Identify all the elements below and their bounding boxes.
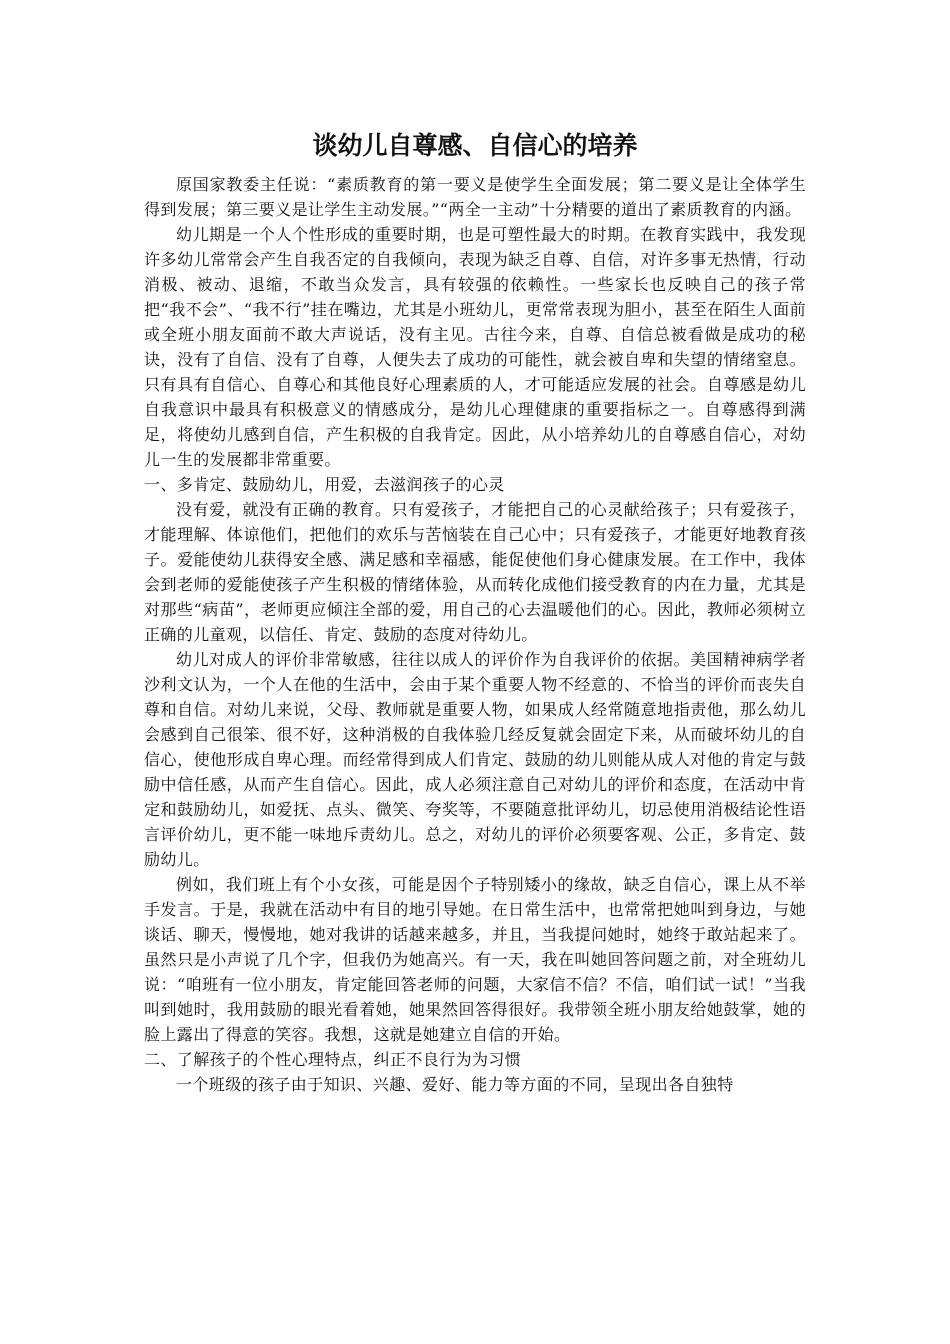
section-heading-1: 一、多肯定、鼓励幼儿，用爱，去滋润孩子的心灵 [144, 475, 505, 494]
document-page [144, 128, 806, 1097]
document-title: 谈幼儿自尊感、自信心的培养 [312, 131, 638, 160]
paragraph-love: 没有爱，就没有正确的教育。只有爱孩子，才能把自己的心灵献给孩子；只有爱孩子，才能理解、体谅他们，把他们的欢乐与苦恼装在自己心中；只有爱孩子，才能更好地教育孩子。爱能使幼儿获得安全感、满足感和幸福感，能促使他们身心健康发展。在工作中，我体会到老师的爱能使孩子产生积极的情绪体验，从而转化成他们接受教育的内在力量，尤其是对那些“病苗”，老师更应倾注全部的爱，用自己的心去温暖他们的心。因此，教师必须树立正确的儿童观，以信任、肯定、鼓励的态度对待幼儿。 [144, 500, 806, 644]
paragraph-intro: 原国家教委主任说：“素质教育的第一要义是使学生全面发展；第二要义是让全体学生得到发展；第三要义是让学生主动发展。”“两全一主动”十分精要的道出了素质教育的内涵。 [144, 175, 806, 219]
section-heading-2: 二、了解孩子的个性心理特点，纠正不良行为为习惯 [144, 1050, 522, 1069]
paragraph-class: 一个班级的孩子由于知识、兴趣、爱好、能力等方面的不同，呈现出各自独特 [176, 1075, 734, 1094]
paragraph-example: 例如，我们班上有个小女孩，可能是因个子特别矮小的缘故，缺乏自信心，课上从不举手发言。于是，我就在活动中有目的地引导她。在日常生活中，也常常把她叫到身边，与她谈话、聊天，慢慢地，她对我讲的话越来越多，并且，当我提问她时，她终于敢站起来了。虽然只是小声说了几个字，但我仍为她高兴。有一天，我在叫她回答问题之前，对全班幼儿说：“咱班有一位小朋友，肯定能回答老师的问题，大家信不信？不信，咱们试一试！”当我叫到她时，我用鼓励的眼光看着她，她果然回答得很好。我带领全班小朋友给她鼓掌，她的脸上露出了得意的笑容。我想，这就是她建立自信的开始。 [144, 875, 806, 1044]
paragraph-early-childhood: 幼儿期是一个人个性形成的重要时期，也是可塑性最大的时期。在教育实践中，我发现许多幼儿常常会产生自我否定的自我倾向，表现为缺乏自尊、自信，对许多事无热情，行动消极、被动、退缩，不敢当众发言，具有较强的依赖性。一些家长也反映自己的孩子常把“我不会”、“我不行”挂在嘴边，尤其是小班幼儿，更常常表现为胆小，甚至在陌生人面前或全班小朋友面前不敢大声说话，没有主见。古往今来，自尊、自信总被看做是成功的秘诀，没有了自信、没有了自尊，人便失去了成功的可能性，就会被自卑和失望的情绪窒息。只有具有自信心、自尊心和其他良好心理素质的人，才可能适应发展的社会。自尊感是幼儿自我意识中最具有积极意义的情感成分，是幼儿心理健康的重要指标之一。自尊感得到满足，将使幼儿感到自信，产生积极的自我肯定。因此，从小培养幼儿的自尊感自信心，对幼儿一生的发展都非常重要。 [144, 225, 806, 469]
paragraph-evaluation: 幼儿对成人的评价非常敏感，往往以成人的评价作为自我评价的依据。美国精神病学者沙利文认为，一个人在他的生活中，会由于某个重要人物不经意的、不恰当的评价而丧失自尊和自信。对幼儿来说，父母、教师就是重要人物，如果成人经常随意地指责他，那么幼儿会感到自己很笨、很不好，这种消极的自我体验几经反复就会固定下来，从而破坏幼儿的自信心，使他形成自卑心理。而经常得到成人们肯定、鼓励的幼儿则能从成人对他的肯定与鼓励中信任感，从而产生自信心。因此，成人必须注意自己对幼儿的评价和态度，在活动中肯定和鼓励幼儿，如爱抚、点头、微笑、夸奖等，不要随意批评幼儿，切忌使用消极结论性语言评价幼儿，更不能一味地斥责幼儿。总之，对幼儿的评价必须要客观、公正，多肯定、鼓励幼儿。 [144, 650, 806, 869]
